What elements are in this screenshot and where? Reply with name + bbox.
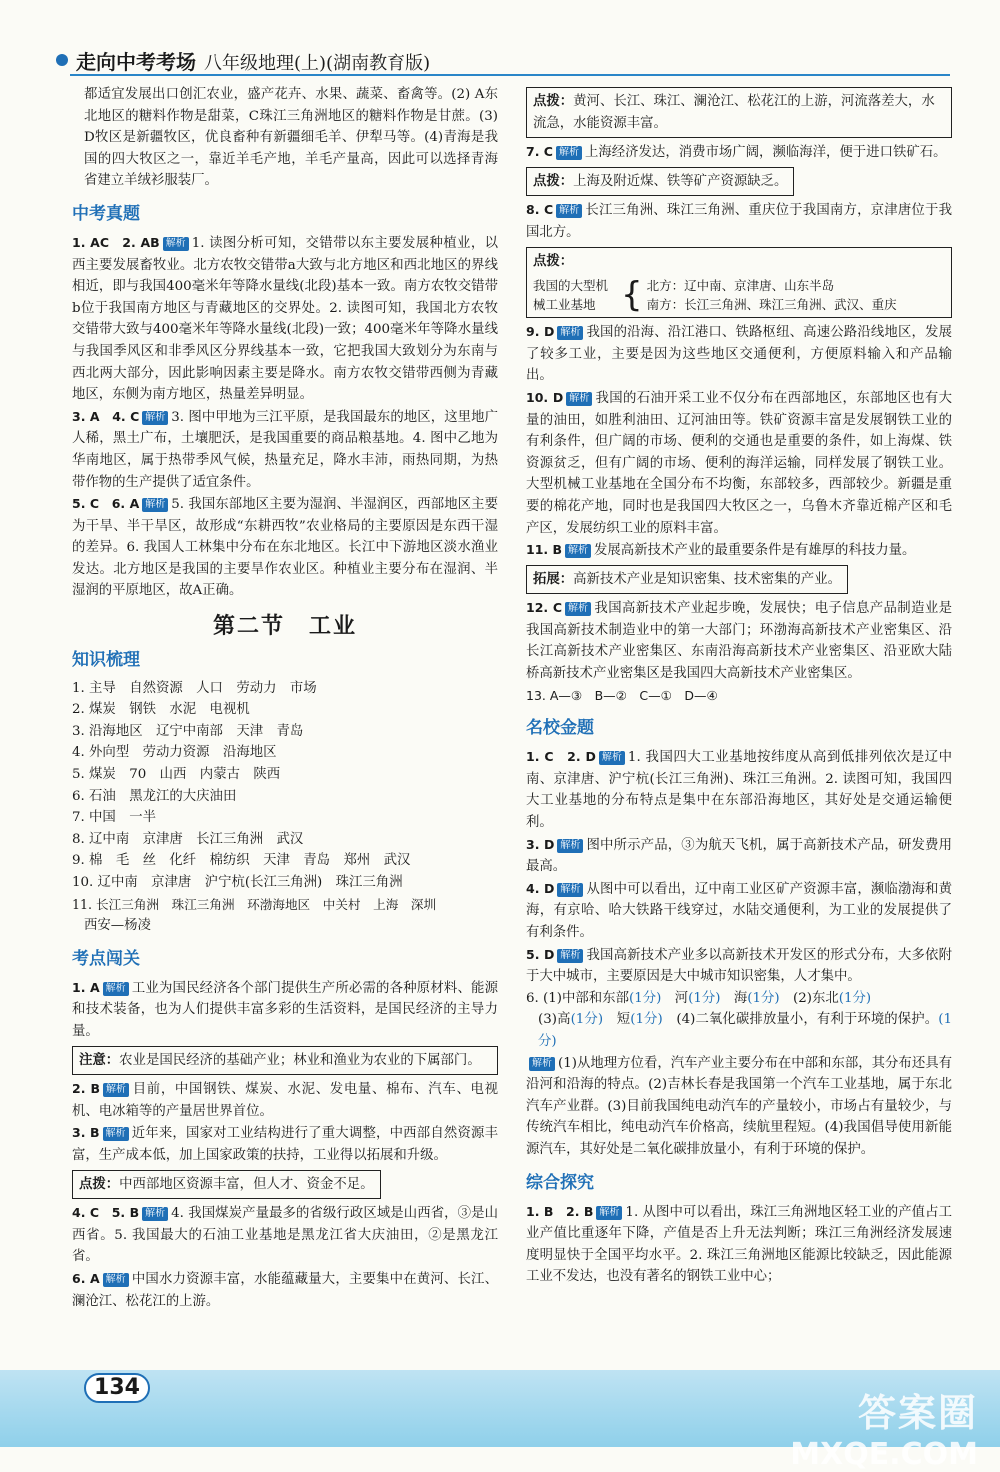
answer-mx-6-cont: (3)高(1分) 短(1分) (4)二氧化碳排放量小，有利于环境的保护。(1分): [538, 1012, 953, 1049]
analysis-tag: 解析: [142, 1207, 168, 1221]
bullet-dot-icon: [56, 54, 68, 66]
brace-items: [647, 276, 897, 314]
list-item: 1. 主导 自然资源 人口 劳动力 市场: [72, 680, 317, 696]
tip-box: 点拨：黄河、长江、珠江、澜沧江、松花江的上游，河流落差大，水流急，水能资源丰富。: [526, 87, 952, 138]
analysis-tag: 解析: [557, 883, 583, 897]
analysis-tag: 解析: [556, 204, 582, 218]
list-item: 5. 煤炭 70 山西 内蒙古 陕西: [72, 767, 281, 783]
watermark-url: MXQE.COM: [790, 1437, 978, 1472]
score-label: (1分): [688, 990, 721, 1006]
tip-box-industry-bases: 点拨： 我国的大型机械工业基地 { 北方：辽中南、京津唐、山东半岛 南方：长江三角洲、珠江三角洲、武汉、重庆: [526, 247, 952, 319]
answer-kd-11: 11. B 解析 发展高新技术产业的最重要条件是有雄厚的科技力量。: [526, 542, 916, 559]
brace-diagram: [533, 276, 945, 314]
list-item: 8. 辽中南 京津唐 长江三角洲 武汉: [72, 831, 304, 847]
brace-label: 我国的大型机械工业基地: [533, 278, 609, 313]
score-label: (1分): [628, 990, 662, 1006]
answer-mx-4: 4. D 解析 从图中可以看出，辽中南工业区矿产资源丰富，濒临渤海和黄海，有京哈、哈大铁路干线穿过，水陆交通便利，为工业的发展提供了有利条件。: [526, 880, 952, 940]
list-item: 2. 煤炭 钢铁 水泥 电视机: [72, 702, 250, 718]
page-number: 134: [84, 1373, 150, 1403]
analysis-tag: 解析: [556, 146, 582, 160]
answer-zh-1: 1. B 2. B 解析 1. 从图中可以看出，珠江三角洲地区轻工业的产值占工业产值比重逐年下降，产值是否上升无法判断；珠江三角洲经济发展速度明显快于全国平均水平。2. 珠江三角洲地区能源比较缺乏，因此能源工业不发达，也没有著名的钢铁工业中心；: [526, 1203, 952, 1285]
answer-mx-5: 5. D 解析 我国高新技术产业多以高新技术开发区的形式分布，大多依附于大中城市，主要原因是大中城市知识密集，人才集中。: [526, 946, 952, 985]
list-item: 10. 辽中南 京津唐 沪宁杭(长江三角洲) 珠江三角洲: [72, 875, 403, 890]
chapter-title: 第二节 工业: [212, 614, 357, 640]
brace-icon: {: [621, 275, 643, 316]
score-label: (1分): [570, 1012, 604, 1028]
page-header: [40, 44, 960, 78]
answer-kd-6: 6. A 解析 中国水力资源丰富，水能蕴藏量大，主要集中在黄河、长江、澜沧江、松花江的上游。: [72, 1270, 498, 1309]
brace-item-south: 南方：长江三角洲、珠江三角洲、武汉、重庆: [646, 297, 897, 313]
analysis-tag: 解析: [566, 392, 592, 406]
brace-item-north: 北方：辽中南、京津唐、山东半岛: [646, 278, 835, 294]
analysis-tag: 解析: [163, 237, 189, 251]
answer-zt-1: 1. AC 2. AB 解析 1. 读图分析可知，交错带以东主要发展种植业，以西主要发展畜牧业。北方农牧交错带a大致与北方地区和西北地区的界线相近，即与我国400毫米年等降水量线(北段)基本一致。南方农牧交错带b位于我国南方地区与青藏地区的交界处。2. 读图可知，我国北方农牧交错带大致与400毫米年等降水量线(北段)一致；400毫米年等降水量线与我国季风区和非季风区分界线基本一致，它把我国大致划分为东南与西北两大部分，因此影响因素主要是降水。南方农牧交错带西侧为青藏地区，东侧为南方地区，热量差异明显。: [72, 234, 498, 403]
section-zhongkao-zhenti: 中考真题: [72, 203, 140, 224]
analysis-tag: 解析: [565, 544, 591, 558]
section-zhishi-shuli: 知识梳理: [72, 649, 140, 670]
list-item: 西安—杨凌: [84, 918, 151, 934]
answer-kd-12: 12. C 解析 我国高新技术产业起步晚，发展快；电子信息产品制造业是我国高新技术制造业中的第一大部门；环渤海高新技术产业密集区、沿长江高新技术产业密集区、东南沿海高新技术产业密集区、沿亚欧大陆桥高新技术产业密集区是我国四大高新技术产业密集区。: [526, 600, 952, 682]
extension-box: 拓展：高新技术产业是知识密集、技术密集的产业。: [526, 565, 848, 595]
watermark: [790, 1382, 978, 1472]
answer-kd-8: 8. C 解析 长江三角洲、珠江三角洲、重庆位于我国南方，京津唐位于我国北方。: [526, 202, 952, 240]
analysis-tag: 解析: [142, 411, 168, 425]
tip-box: 点拨：上海及附近煤、铁等矿产资源缺乏。: [526, 167, 794, 197]
analysis-tag: 解析: [142, 498, 168, 512]
tip-box: 点拨：中西部地区资源丰富，但人才、资金不足。: [72, 1170, 381, 1200]
analysis-tag: 解析: [103, 1273, 129, 1287]
answer-kd-7: 7. C 解析 上海经济发达，消费市场广阔，濒临海洋，便于进口铁矿石。: [526, 144, 947, 161]
section-zonghe-tanjiu: 综合探究: [526, 1172, 594, 1193]
score-label: (1分): [838, 990, 872, 1006]
analysis-tag: 解析: [529, 1057, 555, 1071]
answer-zt-5: 5. C 6. A 解析 5. 我国东部地区主要为湿润、半湿润区，西部地区主要为干旱、半干旱区，故形成“东耕西牧”农业格局的主要原因是东西干湿的差异。6. 我国人工林集中分布在东北地区。长江中下游地区淡水渔业发达。北方地区是我国的主要旱作农业区。种植业主要分布在湿润、半湿润的平原地区，故A正确。: [72, 496, 498, 599]
list-item: 4. 外向型 劳动力资源 沿海地区: [72, 745, 277, 761]
analysis-tag: 解析: [557, 326, 583, 340]
left-column: [72, 84, 498, 1312]
answer-kd-3: 3. B 解析 近年来，国家对工业结构进行了重大调整，中西部自然资源丰富，生产成本低，加上国家政策的扶持，工业得以拓展和升级。: [72, 1125, 499, 1163]
list-item: 3. 沿海地区 辽宁中南部 天津 青岛: [72, 723, 304, 739]
book-subtitle: 八年级地理(上)(湖南教育版): [204, 53, 431, 74]
answer-mx-1: 1. C 2. D 解析 1. 我国四大工业基地按纬度从高到低排列依次是辽中南、京津唐、沪宁杭(长江三角洲)、珠江三角洲。2. 读图可知，我国四大工业基地的分布特点是集中在东部沿海地区，其好处是交通运输便利。: [526, 749, 953, 831]
analysis-tag: 解析: [596, 1206, 622, 1220]
analysis-tag: 解析: [565, 602, 591, 616]
list-item: 6. 石油 黑龙江的大庆油田: [72, 788, 237, 804]
section-kaodian-chuangguan: 考点闯关: [72, 948, 140, 969]
analysis-tag: 解析: [557, 839, 583, 853]
list-item: 7. 中国 一半: [72, 810, 156, 826]
score-label: (1分): [538, 1012, 953, 1049]
answer-mx-6: 6. (1)中部和东部(1分) 河(1分) 海(1分) (2)东北(1分): [526, 990, 872, 1006]
list-item: 9. 棉 毛 丝 化纤 棉纺织 天津 青岛 郑州 武汉: [72, 853, 411, 869]
answer-zt-3: 3. A 4. C 解析 3. 图中甲地为三江平原，是我国最东的地区，这里地广人稀，黑土广布，土壤肥沃，是我国重要的商品粮基地。4. 图中乙地为华南地区，属于热带季风气候，热量充足，降水丰沛，雨热同期，为热带作物的生产提供了适宜条件。: [72, 408, 498, 490]
answer-kd-10: 10. D 解析 我国的石油开采工业不仅分布在西部地区，东部地区也有大量的油田，如胜利油田、辽河油田等。铁矿资源丰富是发展钢铁工业的有利条件，但广阔的市场、便利的交通也是重要的条件，如上海煤、铁资源贫乏，但有广阔的市场、便利的海洋运输，同样发展了钢铁工业。大型机械工业基地在全国分布不均衡，东部较多，西部较少。新疆是重要的棉花产地，同时也是我国四大牧区之一，乌鲁木齐靠近棉产区和毛产区，发展纺织工业的原料丰富。: [526, 389, 953, 536]
score-label: (1分): [630, 1012, 663, 1028]
analysis-tag: 解析: [599, 751, 625, 765]
shuli-list: [72, 678, 498, 937]
analysis-tag: 解析: [103, 982, 129, 996]
answer-kd-13: 13. A—③ B—② C—① D—④: [526, 687, 718, 703]
answer-kd-1: 1. A 解析 工业为国民经济各个部门提供生产所必需的各种原材料、能源和技术装备，也为人们提供丰富多彩的生活资料，是国民经济的主导力量。: [72, 979, 498, 1039]
score-label: (1分): [747, 990, 780, 1006]
analysis-tag: 解析: [557, 949, 583, 963]
analysis-tag: 解析: [103, 1083, 129, 1097]
answer-kd-9: 9. D 解析 我国的沿海、沿江港口、铁路枢纽、高速公路沿线地区，发展了较多工业，主要是因为这些地区交通便利，方便原料输入和产品输出。: [526, 324, 952, 384]
answer-kd-4: 4. C 5. B 解析 4. 我国煤炭产量最多的省级行政区域是山西省，③是山西省。5. 我国最大的石油工业基地是黑龙江省大庆油田，②是黑龙江省。: [72, 1205, 498, 1265]
intro-text: 都适宜发展出口创汇农业，盛产花卉、水果、蔬菜、畜禽等。(2) A东北地区的糖料作物是甜菜，C珠江三角洲地区的糖料作物是甘蔗。(3) D牧区是新疆牧区，优良畜种有新疆细毛羊、伊犁马等。(4)青海是我国的四大牧区之一，靠近羊毛产地，羊毛产量高，因此可以选择青海省建立羊绒衫服装厂。: [84, 87, 498, 189]
answer-mx-3: 3. D 解析 图中所示产品，③为航天飞机，属于高新技术产品，研发费用最高。: [526, 836, 952, 875]
analysis-tag: 解析: [103, 1127, 129, 1141]
note-box: 注意：农业是国民经济的基础产业；林业和渔业为农业的下属部门。: [72, 1046, 498, 1076]
watermark-text: 答案圈: [857, 1391, 978, 1435]
header-rule: [70, 74, 950, 76]
right-column: [526, 84, 952, 1288]
answer-mx-6-analysis: 解析 (1)从地理方位看，汽车产业主要分布在中部和东部，其分布还具有沿河和沿海的特点。(2)吉林长春是我国第一个汽车工业基地，属于东北汽车产业群。(3)目前我国纯电动汽车的产量较小，市场占有量较少，与传统汽车相比，纯电动汽车价格高，续航里程短。(4)我国倡导使用新能源汽车，其好处是二氧化碳排放量小，有利于环境的保护。: [526, 1055, 952, 1157]
list-item: 11. 长江三角洲 珠江三角洲 环渤海地区 中关村 上海 深圳: [72, 896, 437, 912]
section-mingxiao-jinti: 名校金题: [526, 718, 594, 739]
answer-kd-2: 2. B 解析 目前，中国钢铁、煤炭、水泥、发电量、棉布、汽车、电视机、电冰箱等的产量居世界首位。: [72, 1081, 498, 1119]
book-title: 走向中考考场 八年级地理(上)(湖南教育版): [76, 50, 431, 74]
